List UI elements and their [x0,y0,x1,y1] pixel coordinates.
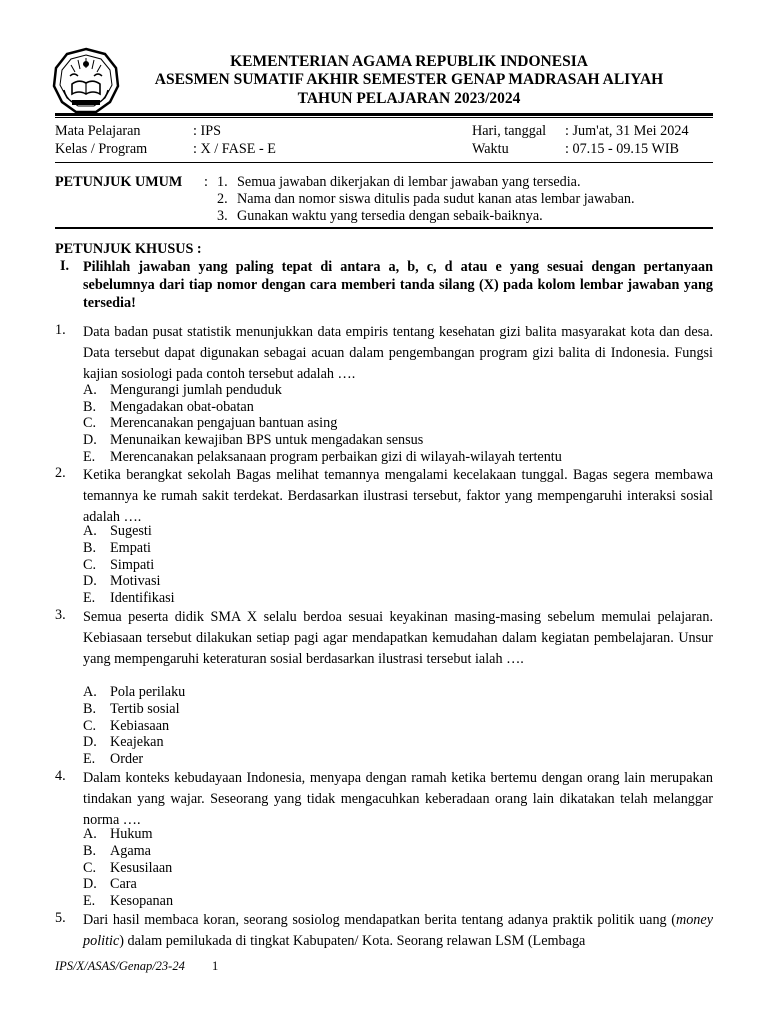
day-value: : Jum'at, 31 Mei 2024 [565,123,689,139]
question-4-option-e-text: Kesopanan [110,893,174,909]
question-5-text-start: Dari hasil membaca koran, seorang sosiolog mendapatkan berita tentang adanya praktik politik uang ( [83,912,676,928]
question-3-option-a-letter: A. [83,684,97,700]
question-1-option-a-text: Mengurangi jumlah penduduk [110,382,282,398]
question-1-option-c-letter: C. [83,415,97,431]
general-item-1-text: Semua jawaban dikerjakan di lembar jawaban yang tersedia. [237,174,581,190]
class-label: Kelas / Program [55,141,148,157]
general-item-2-num: 2. [217,191,228,207]
question-4-text: Dalam konteks kebudayaan Indonesia, menyapa dengan ramah ketika bertemu dengan orang lain merupakan tindakan yang wajar. Seseorang yang tidak mengacuhkan keberadaan orang lain dikatakan telah melanggar norma …. [83,770,713,828]
header-rule-thin [55,117,713,118]
question-3-option-b-text: Tertib sosial [110,701,180,717]
question-4-option-b-text: Agama [110,843,151,859]
question-1-number: 1. [55,322,66,338]
header-year: TAHUN PELAJARAN 2023/2024 [297,90,521,107]
subject-value: : IPS [193,123,221,139]
question-4-option-e-letter: E. [83,893,96,909]
question-5-text-end: ) dalam pemilukada di tingkat Kabupaten/ Kota. Seorang relawan LSM (Lembaga [119,933,586,949]
question-2-option-a-letter: A. [83,523,97,539]
question-4-option-a-text: Hukum [110,826,153,842]
general-instructions-colon: : [204,174,208,190]
question-3-text: Semua peserta didik SMA X selalu berdoa sesuai keyakinan masing-masing sebelum memulai pelajaran. Kebiasaan tersebut dilakukan setiap pagi agar mendapatkan kemudahan dalam kegiatan pembelajaran. Unsur yang mempengaruhi keteraturan sosial berdasarkan ilustrasi tersebut ialah …. [83,609,713,667]
footer-page-number: 1 [212,959,219,973]
header-exam-title: ASESMEN SUMATIF AKHIR SEMESTER GENAP MADRASAH ALIYAH [154,71,664,88]
question-2-option-b-text: Empati [110,540,151,556]
header-ministry: KEMENTERIAN AGAMA REPUBLIK INDONESIA [230,53,588,70]
special-instruction-text: Pilihlah jawaban yang paling tepat di antara a, b, c, d atau e yang sesuai dengan pertanyaan sebelumnya dari tiap nomor dengan cara memberi tanda silang (X) pada kolom lembar jawaban yang tersedia! [83,259,713,311]
general-rule [55,227,713,229]
special-roman-num: I. [60,258,70,274]
special-instructions-title: PETUNJUK KHUSUS : [55,241,202,257]
general-item-1-num: 1. [217,174,228,190]
question-2-option-b-letter: B. [83,540,97,556]
question-1-option-e-letter: E. [83,449,96,465]
question-2-option-d-text: Motivasi [110,573,161,589]
question-4-number: 4. [55,768,66,784]
day-label: Hari, tanggal [472,123,547,139]
question-4-option-a-letter: A. [83,826,97,842]
question-3-option-b-letter: B. [83,701,97,717]
question-2-option-c-text: Simpati [110,557,155,573]
question-2-option-c-letter: C. [83,557,97,573]
question-4-option-d-text: Cara [110,876,137,892]
question-2-number: 2. [55,465,66,481]
question-4-option-d-letter: D. [83,876,97,892]
question-2-option-d-letter: D. [83,573,97,589]
question-3-option-e-letter: E. [83,751,96,767]
question-3-option-a-text: Pola perilaku [110,684,186,700]
question-3-number: 3. [55,607,66,623]
question-1-option-c-text: Merencanakan pengajuan bantuan asing [110,415,338,431]
time-value: : 07.15 - 09.15 WIB [565,141,680,157]
question-1-option-d-letter: D. [83,432,97,448]
time-label: Waktu [472,141,509,157]
question-2-option-a-text: Sugesti [110,523,152,539]
question-5-number: 5. [55,910,66,926]
header-rule-thick [55,113,713,116]
question-3-option-c-text: Kebiasaan [110,718,170,734]
subject-label: Mata Pelajaran [55,123,141,139]
question-1-option-a-letter: A. [83,382,97,398]
question-1-option-b-letter: B. [83,399,97,415]
question-2-option-e-text: Identifikasi [110,590,175,606]
question-4-option-c-text: Kesusilaan [110,860,173,876]
question-3-option-c-letter: C. [83,718,97,734]
footer-code: IPS/X/ASAS/Genap/23-24 [55,959,185,973]
general-item-3-num: 3. [217,208,228,224]
info-rule [55,162,713,163]
question-4-option-b-letter: B. [83,843,97,859]
general-instructions-title: PETUNJUK UMUM [55,174,183,190]
general-item-2-text: Nama dan nomor siswa ditulis pada sudut kanan atas lembar jawaban. [237,191,635,207]
question-1-option-d-text: Menunaikan kewajiban BPS untuk mengadakan sensus [110,432,424,448]
general-item-3-text: Gunakan waktu yang tersedia dengan sebaik-baiknya. [237,208,543,224]
question-1-text: Data badan pusat statistik menunjukkan data empiris tentang kesehatan gizi balita masyarakat kota dan desa. Data tersebut dapat digunakan sebagai acuan dalam pengembangan program gizi balita di Indonesia. Fungsi kajian sosiologi pada contoh tersebut adalah …. [83,324,713,382]
question-3-option-e-text: Order [110,751,144,767]
question-5-text [83,910,713,952]
question-3-option-d-letter: D. [83,734,97,750]
question-2-option-e-letter: E. [83,590,96,606]
question-1-option-b-text: Mengadakan obat-obatan [110,399,254,415]
question-3-option-d-text: Keajekan [110,734,164,750]
question-1-option-e-text: Merencanakan pelaksanaan program perbaikan gizi di wilayah-wilayah tertentu [110,449,562,465]
class-value: : X / FASE - E [193,141,276,157]
question-4-option-c-letter: C. [83,860,97,876]
question-2-text: Ketika berangkat sekolah Bagas melihat temannya mengalami kecelakaan tunggal. Bagas segera membawa temannya ke rumah sakit terdekat. Berdasarkan ilustrasi tersebut, faktor yang mempengaruhi interaksi sosial adalah …. [83,467,713,525]
question-5-text-italic: money politic [83,912,713,949]
